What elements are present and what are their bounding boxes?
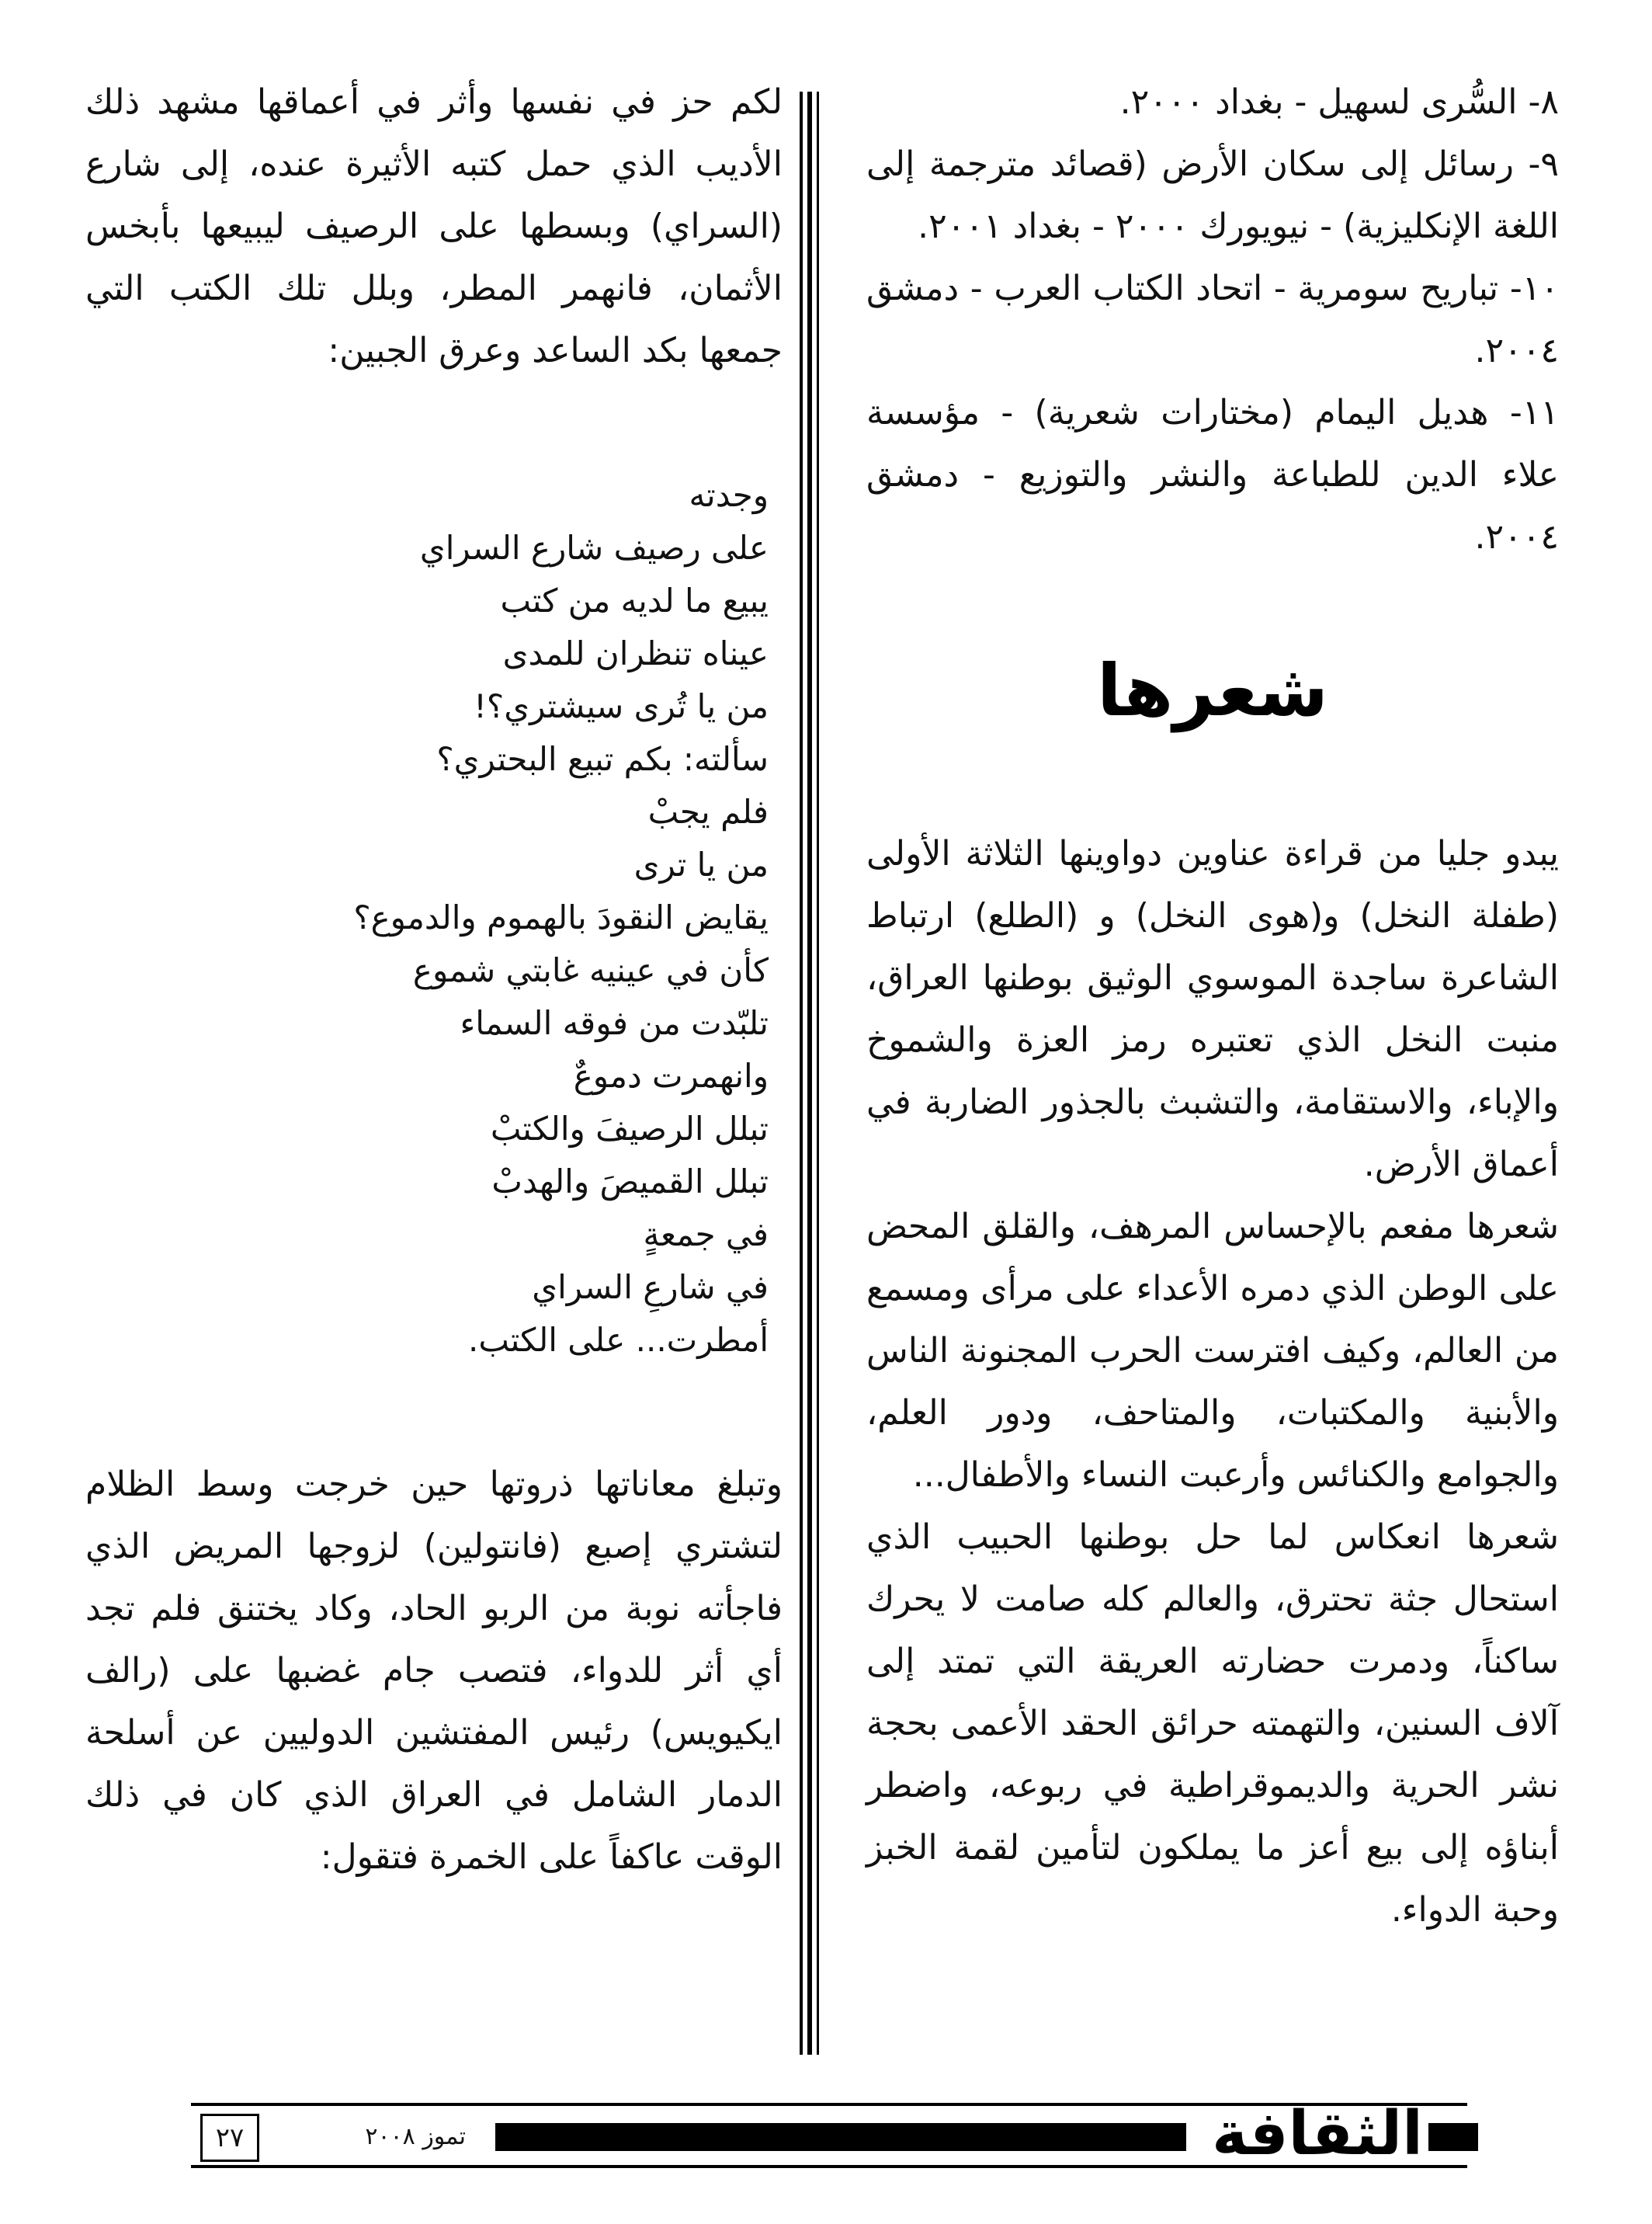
closing-paragraph: وتبلغ معاناتها ذروتها حين خرجت وسط الظلام لتشتري إصبع (فانتولين) لزوجها المريض الذي فاجأته نوبة من الربو الحاد، وكاد يختنق فلم تجد أي أثر للدواء، فتصب جام غضبها على (رالف ايكيويس) رئيس المفتشين الدوليين عن أسلحة الدمار الشامل في العراق الذي كان في ذلك الوقت عاكفاً على الخمرة فتقول:: [85, 1465, 783, 1877]
poem-line: تلبّدت من فوقه السماء: [460, 1004, 769, 1042]
reference-list: [866, 71, 1559, 568]
poem-line: فلم يجبْ: [647, 793, 769, 831]
body-paragraph: يبدو جليا من قراءة عناوين دواوينها الثلاثة الأولى (طفلة النخل) و(هوى النخل) و (الطلع) ارتباط الشاعرة ساجدة الموسوي الوثيق بوطنها العراق، منبت النخل الذي تعتبره رمز العزة والشموخ والإباء، والاستقامة، والتشبث بالجذور الضاربة في أعماق الأرض.: [866, 834, 1559, 1184]
poem-line: سألته: بكم تبيع البحتري؟: [436, 740, 769, 778]
right-column: [866, 71, 1559, 1941]
poem-line: وجدته: [689, 476, 769, 514]
reference-item: ٩- رسائل إلى سكان الأرض (قصائد مترجمة إلى اللغة الإنكليزية) - نيويورك ٢٠٠٠ - بغداد ٢٠٠١.: [866, 144, 1559, 246]
poem-line: أمطرت... على الكتب.: [468, 1321, 769, 1359]
poem: [85, 469, 783, 1367]
poem-line: وانهمرت دموعٌ: [573, 1057, 769, 1095]
reference-item: ١١- هديل اليمام (مختارات شعرية) - مؤسسة علاء الدين للطباعة والنشر والتوزيع - دمشق ٢٠٠٤.: [866, 393, 1559, 557]
reference-item: ١٠- تباريح سومرية - اتحاد الكتاب العرب - دمشق ٢٠٠٤.: [866, 269, 1559, 370]
poem-line: على رصيف شارع السراي: [419, 529, 769, 567]
poem-line: من يا تُرى سيشتري؟!: [474, 687, 769, 725]
section-heading: شعرها: [1097, 649, 1328, 732]
footer-decorative-bar: [495, 2123, 1186, 2151]
left-column: [85, 71, 783, 1889]
issue-date: تموز ٢٠٠٨: [365, 2123, 466, 2150]
magazine-logo: الثقافة: [1212, 2099, 1423, 2169]
poem-line: كأن في عينيه غابتي شموع: [412, 951, 769, 989]
reference-item: ٨- السُّرى لسهيل - بغداد ٢٠٠٠.: [1119, 82, 1559, 122]
poem-line: من يا ترى: [633, 846, 769, 884]
column-divider: [800, 92, 824, 2055]
poem-line: في جمعةٍ: [643, 1215, 769, 1253]
body-paragraph: شعرها انعكاس لما حل بوطنها الحبيب الذي استحال جثة تحترق، والعالم كله صامت لا يحرك ساكناً، ودمرت حضارته العريقة التي تمتد إلى آلاف السنين، والتهمته حرائق الحقد الأعمى بحجة نشر الحرية والديموقراطية في ربوعه، واضطر أبناؤه إلى بيع أعز ما يملكون لتأمين لقمة الخبز وحبة الدواء.: [866, 1517, 1559, 1930]
poem-line: تبلل القميصَ والهدبْ: [491, 1162, 769, 1201]
poem-line: عيناه تنظران للمدى: [502, 634, 769, 672]
poem-line: يبيع ما لديه من كتب: [500, 582, 769, 620]
poem-line: في شارعِ السراي: [532, 1268, 769, 1306]
poem-line: يقايض النقودَ بالهموم والدموع؟: [353, 898, 769, 937]
body-paragraph: شعرها مفعم بالإحساس المرهف، والقلق المحض على الوطن الذي دمره الأعداء على مرأى ومسمع من العالم، وكيف افترست الحرب المجنونة الناس والأبنية والمكتبات، والمتاحف، ودور العلم، والجوامع والكنائس وأرعبت النساء والأطفال...: [866, 1207, 1559, 1495]
poem-line: تبلل الرصيفَ والكتبْ: [490, 1110, 769, 1148]
page-number: ٢٧: [200, 2114, 259, 2162]
footer-decorative-bar-small: [1428, 2123, 1478, 2151]
intro-paragraph: لكم حز في نفسها وأثر في أعماقها مشهد ذلك الأديب الذي حمل كتبه الأثيرة عنده، إلى شارع (السراي) وبسطها على الرصيف ليبيعها بأبخس الأثمان، فانهمر المطر، وبلل تلك الكتب التي جمعها بكد الساعد وعرق الجبين:: [85, 82, 783, 370]
